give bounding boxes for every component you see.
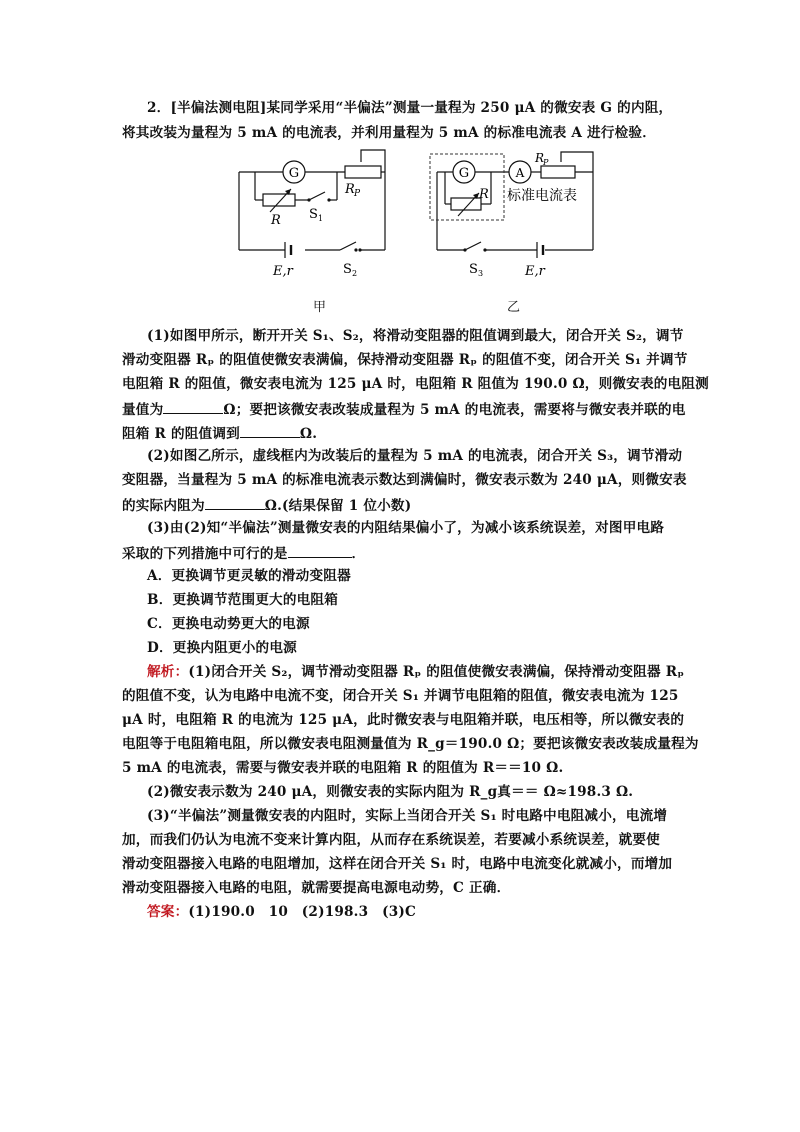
s2-subscript: 2 xyxy=(352,269,358,278)
s1-label: S xyxy=(309,207,318,222)
analysis-line-7: (3)“半偏法”测量微安表的内阻时，实际上当闭合开关 S₁ 时电路中电阻减小，电流增 xyxy=(147,808,668,824)
answer-blank-2[interactable] xyxy=(240,423,300,438)
question-line-1: 2．[半偏法测电阻]某同学采用“半偏法”测量一量程为 250 μA 的微安表 G 的内阻， xyxy=(147,100,673,116)
part2-line-3 xyxy=(122,495,411,515)
part3-line-2b: ． xyxy=(351,546,366,562)
answer-label: 答案： xyxy=(147,904,189,920)
part1-line-5a: 阻箱 R 的阻值调到 xyxy=(122,426,240,442)
part3-line-2 xyxy=(122,543,365,563)
part1-line-5b: Ω. xyxy=(299,426,318,442)
circuit-diagram-jia xyxy=(225,142,395,292)
analysis-line-3: μA 时，电阻箱 R 的电流为 125 μA，此时微安表与电阻箱并联，电压相等，所以微安表的 xyxy=(122,712,685,728)
s3-subscript: 3 xyxy=(478,269,484,278)
meter-g-label: G xyxy=(288,166,300,181)
answer-blank-3[interactable] xyxy=(205,495,265,510)
part1-line-4b: Ω；要把该微安表改装成量程为 5 mA 的电流表，需要将与微安表并联的电 xyxy=(223,402,686,418)
option-a: A．更换调节更灵敏的滑动变阻器 xyxy=(147,568,351,584)
er-label-yi: E,r xyxy=(525,264,545,279)
part2-line-3b: Ω.(结果保留 1 位小数) xyxy=(264,498,412,514)
analysis-line-1 xyxy=(147,663,684,681)
part1-line-4a: 量值为 xyxy=(122,402,164,418)
part2-line-3a: 的实际内阻为 xyxy=(122,498,205,514)
part1-line-2: 滑动变阻器 Rₚ 的阻值使微安表满偏，保持滑动变阻器 Rₚ 的阻值不变，闭合开关 S₁ 并调节 xyxy=(122,352,688,368)
analysis-line-4: 电阻等于电阻箱电阻，所以微安表电阻测量值为 R_g＝190.0 Ω；要把该微安表改装成量程为 xyxy=(122,736,699,752)
r-label: R xyxy=(271,213,281,228)
answer-text: (1)190.0 10 (2)198.3 (3)C xyxy=(188,904,417,920)
part3-line-2a: 采取的下列措施中可行的是 xyxy=(122,546,288,562)
analysis-line-2: 的阻值不变，认为电路中电流不变，闭合开关 S₁ 并调节电阻箱的阻值，微安表电流为 125 xyxy=(122,688,679,704)
part3-line-1: (3)由(2)知“半偏法”测量微安表的内阻结果偏小了，为减小该系统误差，对图甲电路 xyxy=(147,520,665,536)
s3-label: S xyxy=(469,262,478,277)
s2-label: S xyxy=(343,262,352,277)
meter-a-label: A xyxy=(515,166,525,180)
part1-line-3: 电阻箱 R 的阻值，微安表电流为 125 μA 时，电阻箱 R 阻值为 190.0 Ω，则微安表的电阻测 xyxy=(122,376,709,392)
rp-subscript: P xyxy=(354,189,361,199)
analysis-line-6: (2)微安表示数为 240 μA，则微安表的实际内阻为 R_g真＝＝ Ω≈198.3 Ω. xyxy=(147,784,634,800)
answer-blank-4[interactable] xyxy=(288,543,352,558)
part2-line-1: (2)如图乙所示，虚线框内为改装后的量程为 5 mA 的电流表，闭合开关 S₃，调节滑动 xyxy=(147,448,683,464)
option-b: B．更换调节范围更大的电阻箱 xyxy=(147,592,339,608)
part1-line-4 xyxy=(122,399,686,419)
rp-label: R xyxy=(345,182,355,197)
option-d: D．更换内阻更小的电源 xyxy=(147,640,297,656)
answer-line xyxy=(147,903,416,921)
s1-subscript: 1 xyxy=(318,214,324,223)
part1-line-1: (1)如图甲所示，断开开关 S₁、S₂，将滑动变阻器的阻值调到最大，闭合开关 S₂，调节 xyxy=(147,328,684,344)
analysis-line-9: 滑动变阻器接入电路的电阻增加，这样在闭合开关 S₁ 时，电路中电流变化就减小，而增加 xyxy=(122,856,673,872)
analysis-line-10: 滑动变阻器接入电路的电阻，就需要提高电源电动势，C 正确． xyxy=(122,880,511,896)
figure-caption-jia: 甲 xyxy=(313,300,327,315)
meter-g-label-yi: G xyxy=(458,166,470,181)
part1-line-5 xyxy=(122,423,317,443)
answer-blank-1[interactable] xyxy=(163,399,223,414)
analysis-label: 解析： xyxy=(147,664,189,680)
circuit-diagram-yi xyxy=(425,142,600,292)
er-label: E,r xyxy=(273,264,293,279)
question-line-2: 将其改装为量程为 5 mA 的电流表，并利用量程为 5 mA 的标准电流表 A 进行检验． xyxy=(122,125,656,141)
r-label-yi: R xyxy=(479,187,489,202)
figure-caption-yi: 乙 xyxy=(507,300,521,315)
part2-line-2: 变阻器，当量程为 5 mA 的标准电流表示数达到满偏时，微安表示数为 240 μA，则微安表 xyxy=(122,472,687,488)
option-c: C．更换电动势更大的电源 xyxy=(147,616,310,632)
rp-label-yi: R xyxy=(535,151,545,165)
analysis-text-1: (1)闭合开关 S₂，调节滑动变阻器 Rₚ 的阻值使微安表满偏，保持滑动变阻器 Rₚ xyxy=(188,664,685,680)
analysis-line-8: 加，而我们仍认为电流不变来计算内阻，从而存在系统误差，若要减小系统误差，就要使 xyxy=(122,832,660,848)
analysis-line-5: 5 mA 的电流表，需要与微安表并联的电阻箱 R 的阻值为 R＝＝10 Ω. xyxy=(122,760,564,776)
rp-subscript-yi: P xyxy=(543,158,549,167)
standard-ammeter-label: 标准电流表 xyxy=(507,188,577,204)
